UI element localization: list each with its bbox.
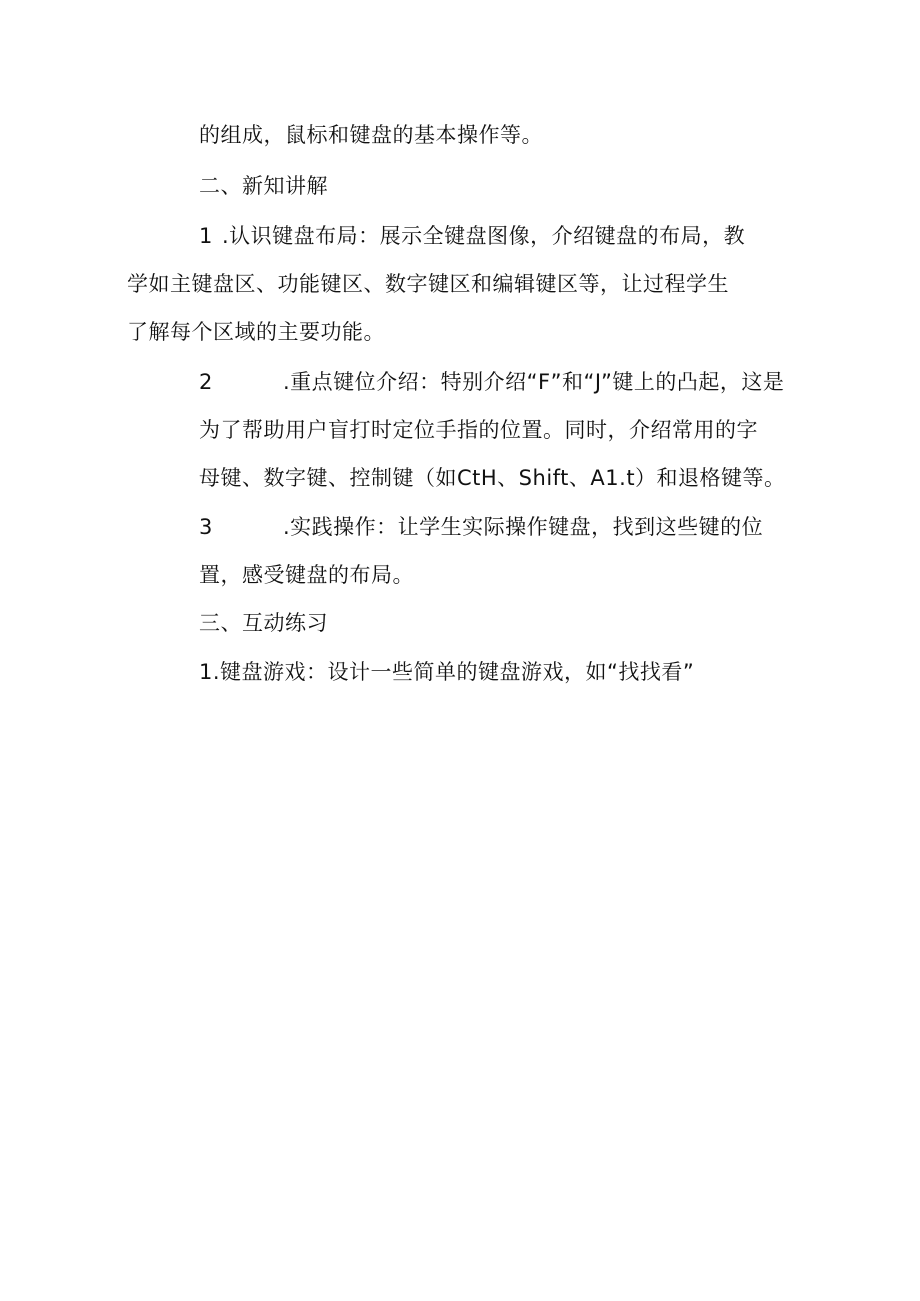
text-line: 1.键盘游戏：设计一些简单的键盘游戏，如“找找看” — [199, 660, 695, 684]
text-line: .实践操作：让学生实际操作键盘，找到这些键的位 — [283, 515, 764, 539]
text-line: 了解每个区域的主要功能。 — [127, 320, 385, 344]
section-heading: 二、新知讲解 — [199, 174, 328, 198]
text-line: 为了帮助用户盲打时定位手指的位置。同时，介绍常用的字 — [199, 418, 758, 442]
text-line: .重点键位介绍：特别介绍“F”和“J”键上的凸起，这是 — [283, 370, 785, 394]
list-number: 1 — [199, 224, 213, 248]
text-line: 的组成，鼠标和键盘的基本操作等。 — [199, 123, 543, 147]
text-line: 母键、数字键、控制键（如CtH、Shift、A1.t）和退格键等。 — [199, 466, 786, 490]
text-line: .认识键盘布局：展示全键盘图像，介绍键盘的布局，教 — [222, 224, 746, 248]
text-line: 置，感受键盘的布局。 — [199, 563, 414, 587]
list-number: 2 — [199, 370, 213, 394]
section-heading: 三、互动练习 — [199, 611, 328, 635]
text-line: 学如主键盘区、功能键区、数字键区和编辑键区等，让过程学生 — [127, 272, 729, 296]
list-number: 3 — [199, 515, 213, 539]
